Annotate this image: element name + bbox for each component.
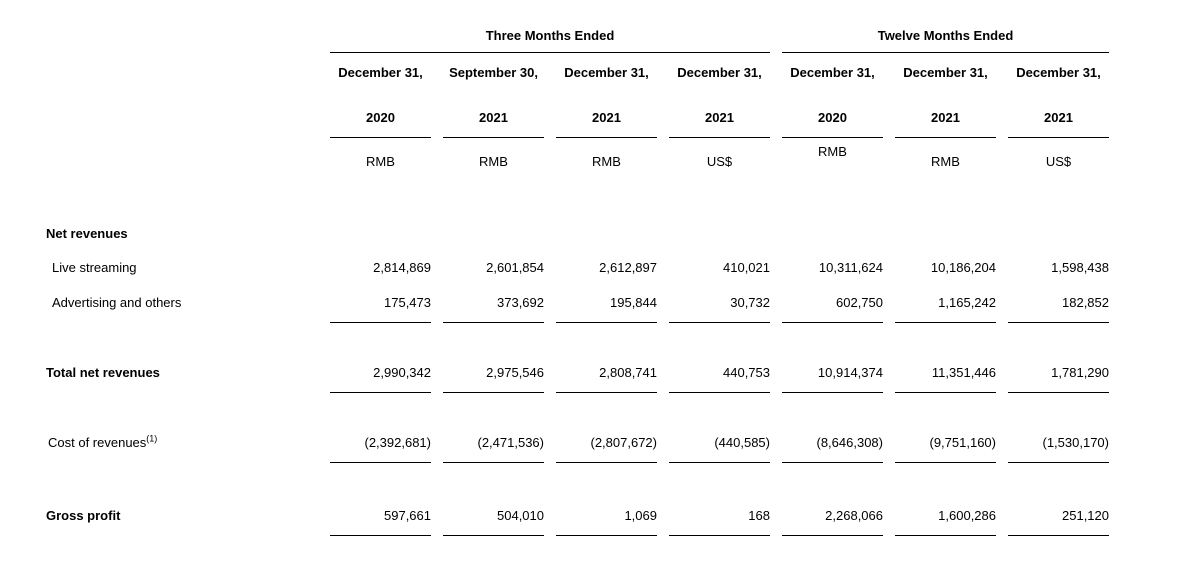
column-group-twelve-months-ended: Twelve Months Ended: [782, 28, 1109, 53]
group-header-row: [30, 28, 1109, 53]
sum-rule: [30, 322, 1109, 323]
value-cell: (2,807,672): [590, 435, 657, 450]
row-label: Total net revenues: [46, 365, 160, 380]
date-header-row: [30, 65, 1109, 138]
value-cell: 440,753: [723, 365, 770, 380]
currency-label: RMB: [818, 144, 847, 159]
currency-label: RMB: [592, 154, 621, 169]
currency-label: US$: [1045, 154, 1072, 169]
value-cell: 1,600,286: [938, 508, 996, 523]
value-cell: 10,914,374: [817, 365, 883, 380]
value-cell: 2,808,741: [599, 365, 657, 380]
value-cell: (2,471,536): [477, 435, 544, 450]
column-header-7: [1008, 65, 1109, 138]
value-cell: 195,844: [610, 295, 657, 310]
column-group-three-months-ended: Three Months Ended: [330, 28, 770, 53]
sum-rule: [30, 462, 1109, 463]
value-cell: 504,010: [497, 508, 544, 523]
column-header-6: [895, 65, 996, 138]
value-cell: (8,646,308): [816, 435, 883, 450]
column-date: September 30,: [449, 65, 538, 80]
value-cell: 30,732: [730, 295, 770, 310]
value-cell: 1,069: [624, 508, 657, 523]
column-year: 2020: [366, 110, 395, 125]
column-date: December 31,: [1016, 65, 1101, 80]
value-cell: 168: [748, 508, 770, 523]
row-label: Live streaming: [52, 260, 137, 275]
value-cell: (1,530,170): [1042, 435, 1109, 450]
currency-row: [30, 144, 1109, 170]
value-cell: 597,661: [384, 508, 431, 523]
value-cell: 10,186,204: [930, 260, 996, 275]
column-date: December 31,: [338, 65, 423, 80]
column-header-3: [556, 65, 657, 138]
value-cell: 182,852: [1062, 295, 1109, 310]
value-cell: 2,975,546: [486, 365, 544, 380]
value-cell: 11,351,446: [931, 365, 996, 380]
value-cell: 373,692: [497, 295, 544, 310]
value-cell: 602,750: [836, 295, 883, 310]
value-cell: (2,392,681): [364, 435, 431, 450]
column-year: 2021: [705, 110, 734, 125]
value-cell: (440,585): [714, 435, 770, 450]
currency-label: RMB: [931, 154, 960, 169]
column-header-1: [330, 65, 431, 138]
column-date: December 31,: [903, 65, 988, 80]
value-cell: 1,598,438: [1051, 260, 1109, 275]
column-year: 2020: [818, 110, 847, 125]
value-cell: 175,473: [384, 295, 431, 310]
column-date: December 31,: [677, 65, 762, 80]
row-label: Advertising and others: [52, 295, 182, 310]
value-cell: 251,120: [1062, 508, 1109, 523]
row-net-revenues: [30, 226, 318, 242]
value-cell: 2,612,897: [599, 260, 657, 275]
value-cell: 2,990,342: [373, 365, 431, 380]
column-date: December 31,: [564, 65, 649, 80]
row-live-streaming: [30, 260, 1109, 276]
row-advertising-and-others: [30, 295, 1109, 311]
column-header-2: [443, 65, 544, 138]
column-year: 2021: [592, 110, 621, 125]
sum-rule: [30, 535, 1109, 536]
column-header-4: [669, 65, 770, 138]
value-cell: 10,311,624: [818, 260, 883, 275]
value-cell: 2,814,869: [373, 260, 431, 275]
row-label: Cost of revenues$^{(1)}$: [48, 433, 158, 450]
value-cell: 2,268,066: [825, 508, 883, 523]
value-cell: (9,751,160): [929, 435, 996, 450]
currency-label: US$: [706, 154, 733, 169]
currency-label: RMB: [366, 154, 395, 169]
value-cell: 410,021: [723, 260, 770, 275]
row-cost-of-revenues: [30, 435, 1109, 451]
row-total-net-revenues: [30, 365, 1109, 381]
value-cell: 1,781,290: [1051, 365, 1109, 380]
sum-rule: [30, 392, 1109, 393]
column-year: 2021: [1044, 110, 1073, 125]
column-date: December 31,: [790, 65, 875, 80]
row-label: Gross profit: [46, 508, 121, 523]
footnote-marker: (1): [146, 433, 158, 444]
value-cell: 2,601,854: [486, 260, 544, 275]
row-gross-profit: [30, 508, 1109, 524]
column-header-5: [782, 65, 883, 138]
currency-label: RMB: [479, 154, 508, 169]
row-label: Net revenues: [46, 226, 128, 241]
column-year: 2021: [931, 110, 960, 125]
column-year: 2021: [479, 110, 508, 125]
value-cell: 1,165,242: [938, 295, 996, 310]
